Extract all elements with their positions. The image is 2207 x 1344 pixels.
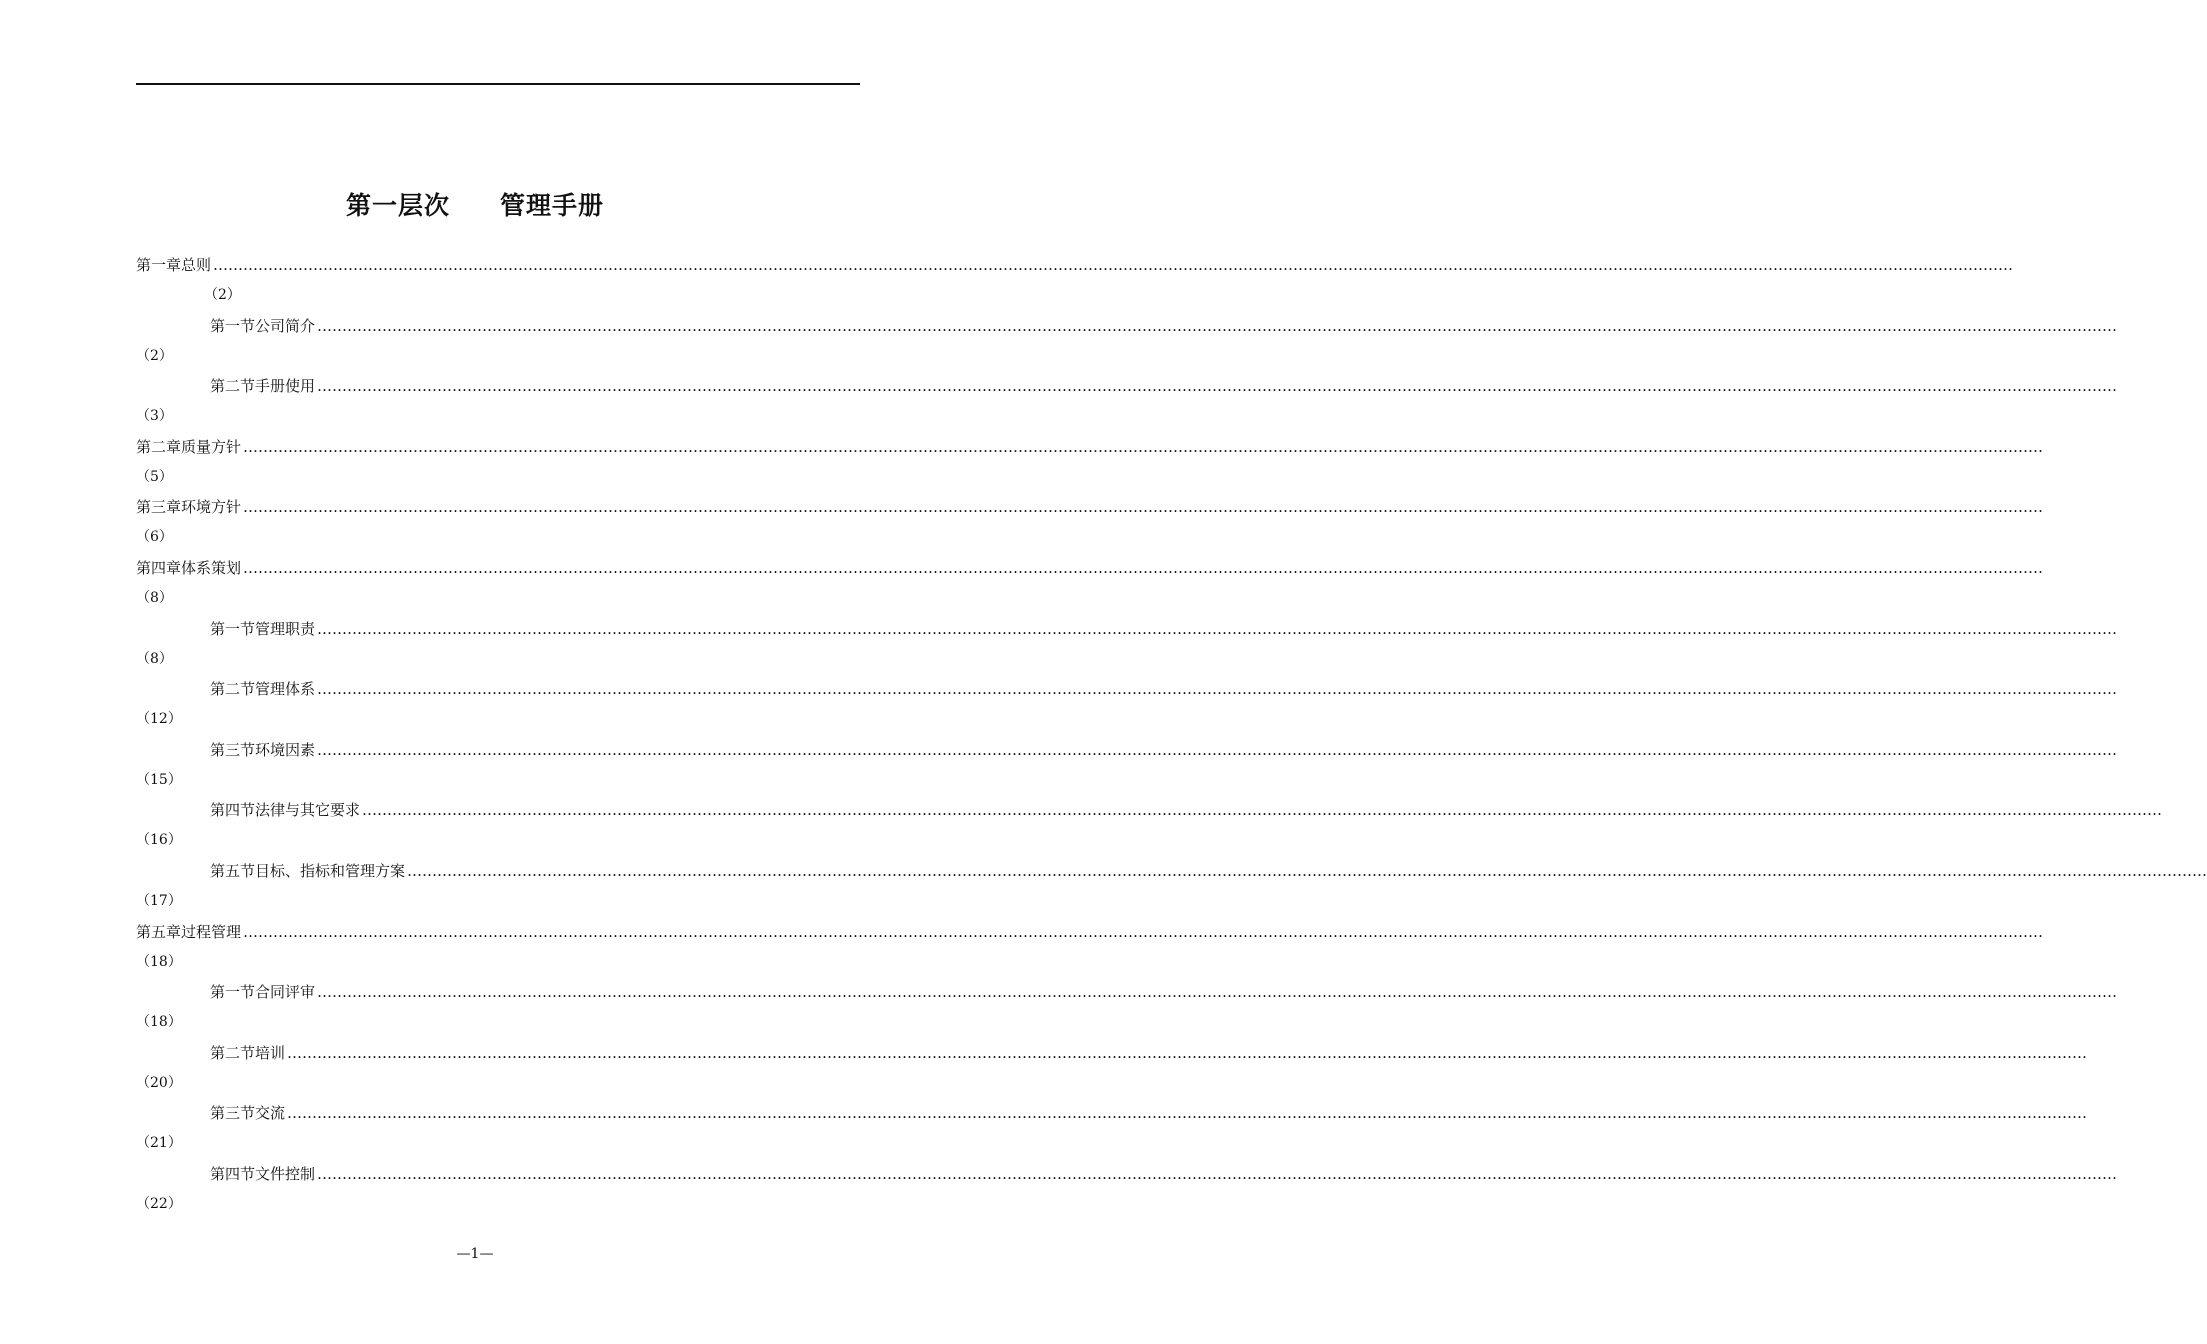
title-part-1: 第一层次 [345, 191, 450, 220]
toc-entry-page: （18） [136, 1014, 182, 1030]
toc-entry-label: 第三节 [210, 1104, 256, 1122]
toc-entry-label: 第二节 [210, 1044, 256, 1062]
toc-entry[interactable] [210, 860, 2207, 882]
toc-entry-page: （21） [136, 1135, 182, 1151]
toc-leader-dots: ……………………………………………………………………………………………………………………………………………………………………………………………………………………………………………………………………………………………………………………………… [317, 1165, 2118, 1183]
toc-entry-page: （20） [136, 1075, 182, 1091]
toc-entry-label: 第一节 [210, 620, 256, 638]
toc-entry-label: 第二章 [136, 438, 182, 456]
toc-entry-title: 法律与其它要求 [255, 801, 361, 819]
toc-entry-label: 第五章 [136, 923, 182, 941]
toc-leader-dots: ……………………………………………………………………………………………………………………………………………………………………………………………………………………………………………………………………………………………………………………………… [317, 680, 2118, 698]
toc-entry-page: （18） [136, 954, 182, 970]
toc-entry[interactable] [210, 799, 2163, 821]
toc-entry-title: 环境因素 [255, 741, 316, 759]
toc-entry[interactable] [136, 921, 2044, 943]
toc-leader-dots: ……………………………………………………………………………………………………………………………………………………………………………………………………………………………………………………………………………………………………………………………… [317, 377, 2118, 395]
toc-leader-dots: ……………………………………………………………………………………………………………………………………………………………………………………………………………………………………………………………………………………………………………………………… [317, 741, 2118, 759]
toc-leader-dots: ……………………………………………………………………………………………………………………………………………………………………………………………………………………………………………………………………………………………………………………………… [317, 620, 2118, 638]
toc-leader-dots: ……………………………………………………………………………………………………………………………………………………………………………………………………………………………………………………………………………………………………………………………… [243, 559, 2044, 577]
title-part-2: 管理手册 [500, 191, 605, 220]
toc-entry[interactable] [136, 496, 2044, 518]
toc-entry-label: 第四章 [136, 559, 182, 577]
toc-entry-label: 第一节 [210, 983, 256, 1001]
toc-entry[interactable] [210, 981, 2118, 1003]
toc-entry-page: （17） [136, 893, 182, 909]
toc-entry[interactable] [136, 557, 2044, 579]
toc-entry-page: （8） [136, 590, 173, 606]
toc-entry-page: （8） [136, 651, 173, 667]
toc-leader-dots: ……………………………………………………………………………………………………………………………………………………………………………………………………………………………………………………………………………………………………………………………… [287, 1104, 2088, 1122]
toc-entry-page: （22） [136, 1196, 182, 1212]
toc-entry[interactable] [210, 678, 2118, 700]
toc-entry-title: 质量方针 [181, 438, 242, 456]
toc-entry-label: 第二节 [210, 680, 256, 698]
toc-entry-page: （12） [136, 711, 182, 727]
toc-entry-title: 合同评审 [255, 983, 316, 1001]
toc-entry-title: 体系策划 [181, 559, 242, 577]
toc-entry-title: 总则 [181, 256, 212, 274]
toc-entry-title: 环境方针 [181, 498, 242, 516]
toc-entry-label: 第五节 [210, 862, 256, 880]
toc-entry-title: 公司简介 [255, 317, 316, 335]
toc-leader-dots: ……………………………………………………………………………………………………………………………………………………………………………………………………………………………………………………………………………………………………………………………… [317, 317, 2118, 335]
toc-entry-label: 第四节 [210, 1165, 256, 1183]
toc-entry-title: 管理体系 [255, 680, 316, 698]
toc-entry-title: 培训 [255, 1044, 286, 1062]
toc-entry-title: 过程管理 [181, 923, 242, 941]
toc-entry[interactable] [136, 254, 2014, 276]
toc-entry-label: 第四节 [210, 801, 256, 819]
toc-entry-page: （2） [136, 348, 173, 364]
toc-entry-title: 交流 [255, 1104, 286, 1122]
toc-entry-page: （2） [204, 287, 241, 303]
toc-entry[interactable] [210, 375, 2118, 397]
toc-leader-dots: ……………………………………………………………………………………………………………………………………………………………………………………………………………………………………………………………………………………………………………………………… [243, 498, 2044, 516]
toc-entry-page: （3） [136, 408, 173, 424]
toc-leader-dots: ……………………………………………………………………………………………………………………………………………………………………………………………………………………………………………………………………………………………………………………………… [243, 438, 2044, 456]
toc-entry-page: （5） [136, 469, 173, 485]
toc-entry-label: 第三节 [210, 741, 256, 759]
toc-entry-page: （15） [136, 772, 182, 788]
toc-entry-page: （6） [136, 529, 173, 545]
toc-leader-dots: ……………………………………………………………………………………………………………………………………………………………………………………………………………………………………………………………………………………………………………………………… [243, 923, 2044, 941]
toc-entry-label: 第一章 [136, 256, 182, 274]
toc-entry-title: 管理职责 [255, 620, 316, 638]
toc-entry[interactable] [210, 1163, 2118, 1185]
toc-entry[interactable] [210, 739, 2118, 761]
toc-leader-dots: ……………………………………………………………………………………………………………………………………………………………………………………………………………………………………………………………………………………………………………………………… [362, 801, 2163, 819]
toc-entry-title: 手册使用 [255, 377, 316, 395]
toc-entry-label: 第一节 [210, 317, 256, 335]
toc-entry-label: 第三章 [136, 498, 182, 516]
toc-leader-dots: ……………………………………………………………………………………………………………………………………………………………………………………………………………………………………………………………………………………………………………………………… [287, 1044, 2088, 1062]
toc-leader-dots: ……………………………………………………………………………………………………………………………………………………………………………………………………………………………………………………………………………………………………………………………… [213, 256, 2014, 274]
toc-entry[interactable] [210, 1042, 2088, 1064]
toc-entry[interactable] [210, 315, 2118, 337]
toc-entry-page: （16） [136, 832, 182, 848]
toc-entry[interactable] [210, 618, 2118, 640]
toc-entry[interactable] [210, 1102, 2088, 1124]
toc-leader-dots: ……………………………………………………………………………………………………………………………………………………………………………………………………………………………………………………………………………………………………………………………… [407, 862, 2207, 880]
page-number-footer: —1— [456, 1246, 494, 1262]
toc-entry-label: 第二节 [210, 377, 256, 395]
toc-entry-title: 目标、指标和管理方案 [255, 862, 406, 880]
toc-entry[interactable] [136, 436, 2044, 458]
toc-entry-title: 文件控制 [255, 1165, 316, 1183]
toc-leader-dots: ……………………………………………………………………………………………………………………………………………………………………………………………………………………………………………………………………………………………………………………………… [317, 983, 2118, 1001]
